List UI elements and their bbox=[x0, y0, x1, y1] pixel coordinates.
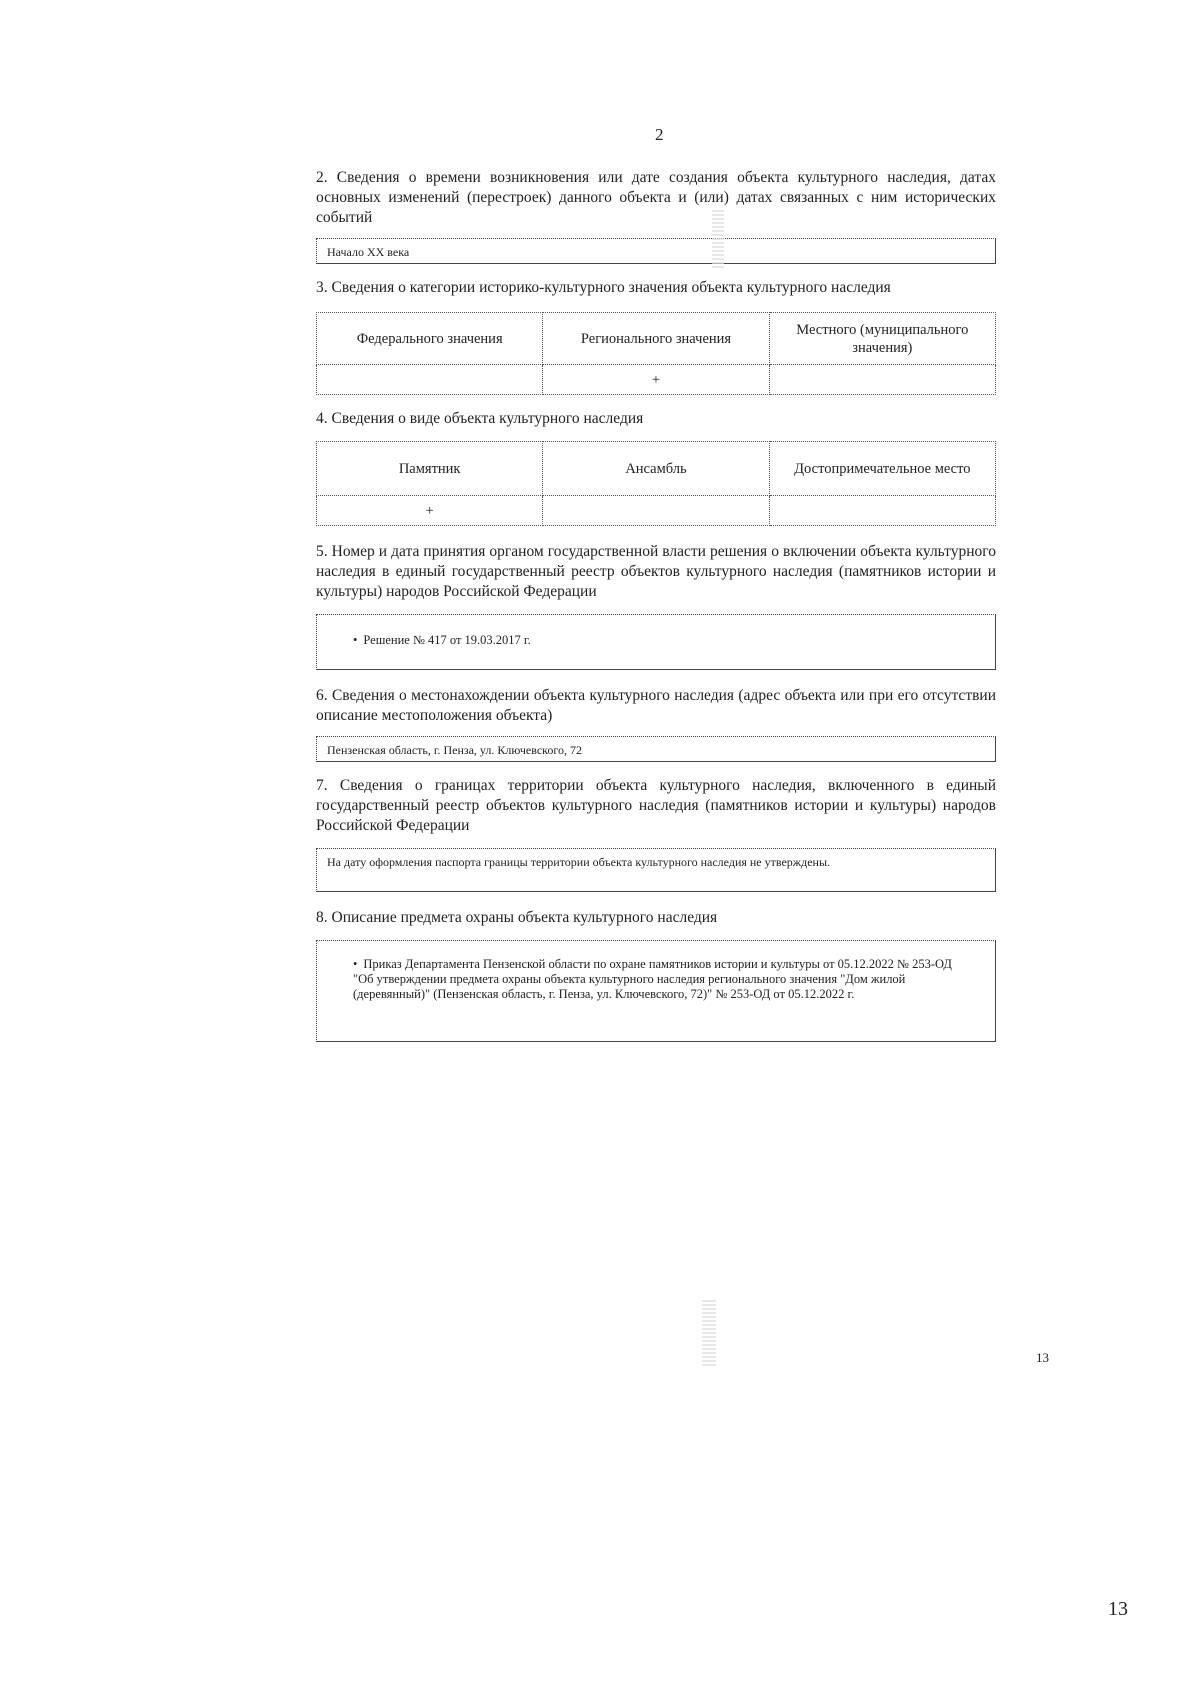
document-page-number: 13 bbox=[1108, 1598, 1128, 1620]
section-6-heading: 6. Сведения о местонахождении объекта культурного наследия (адрес объекта или при его отсутствии описание местоположения объекта) bbox=[316, 687, 996, 724]
section-3-heading: 3. Сведения о категории историко-культурного значения объекта культурного наследия bbox=[316, 279, 891, 296]
section-5-value-box bbox=[316, 614, 996, 670]
section-8-value-box bbox=[316, 940, 996, 1042]
object-type-header-row bbox=[317, 442, 996, 496]
section-2-heading: 2. Сведения о времени возникновения или дате создания объекта культурного наследия, датах основных изменений (перестроек) данного объекта и (или) датах связанных с ним исторических событий bbox=[316, 169, 996, 226]
scan-page-number: 13 bbox=[1036, 1350, 1049, 1365]
landmark-header: Достопримечательное место bbox=[769, 442, 995, 496]
federal-header: Федерального значения bbox=[317, 313, 543, 365]
passport-content bbox=[316, 168, 996, 1042]
section-7-value: На дату оформления паспорта границы территории объекта культурного наследия не утверждены. bbox=[327, 855, 831, 869]
local-mark bbox=[769, 365, 995, 395]
section-6-value-box bbox=[316, 736, 996, 762]
section-7-value-box bbox=[316, 848, 996, 892]
section-5-heading: 5. Номер и дата принятия органом государственной власти решения о включении объекта культурного наследия в единый государственный реестр объектов культурного наследия (памятников истории и культуры) народов Российской Федерации bbox=[316, 543, 996, 600]
ensemble-mark bbox=[543, 496, 769, 526]
section-4-heading: 4. Сведения о виде объекта культурного наследия bbox=[316, 410, 644, 427]
object-type-table bbox=[316, 441, 996, 526]
section-2-value-box bbox=[316, 238, 996, 264]
section-8-heading: 8. Описание предмета охраны объекта культурного наследия bbox=[316, 909, 718, 926]
regional-header: Регионального значения bbox=[543, 313, 769, 365]
regional-mark: + bbox=[543, 365, 769, 395]
section-5-value: Решение № 417 от 19.03.2017 г. bbox=[363, 633, 531, 647]
inner-page-number: 2 bbox=[655, 125, 664, 144]
bullet-icon: • bbox=[353, 957, 358, 971]
scan-artifact bbox=[712, 208, 724, 268]
section-8-value: Приказ Департамента Пензенской области по охране памятников истории и культуры от 05.12.2022 № 253-ОД "Об утверждении предмета охраны объекта культурного наследия регионального значения "Дом жилой (деревянный)" (Пензенская область, г. Пенза, ул. Ключевского, 72)" № 253-ОД от 05.12.2022 г. bbox=[353, 957, 952, 1001]
scan-artifact bbox=[702, 1300, 716, 1366]
federal-mark bbox=[317, 365, 543, 395]
object-type-mark-row bbox=[317, 496, 996, 526]
monument-mark: + bbox=[317, 496, 543, 526]
local-header: Местного (муниципального значения) bbox=[769, 313, 995, 365]
section-7-heading: 7. Сведения о границах территории объекта культурного наследия, включенного в единый государственный реестр объектов культурного наследия (памятников истории и культуры) народов Российской Федерации bbox=[316, 777, 996, 834]
section-2-value: Начало XX века bbox=[327, 245, 410, 259]
landmark-mark bbox=[769, 496, 995, 526]
ensemble-header: Ансамбль bbox=[543, 442, 769, 496]
monument-header: Памятник bbox=[317, 442, 543, 496]
significance-header-row bbox=[317, 313, 996, 365]
section-6-value: Пензенская область, г. Пенза, ул. Ключевского, 72 bbox=[327, 743, 583, 757]
bullet-icon: • bbox=[353, 633, 358, 647]
significance-mark-row bbox=[317, 365, 996, 395]
significance-table bbox=[316, 312, 996, 395]
